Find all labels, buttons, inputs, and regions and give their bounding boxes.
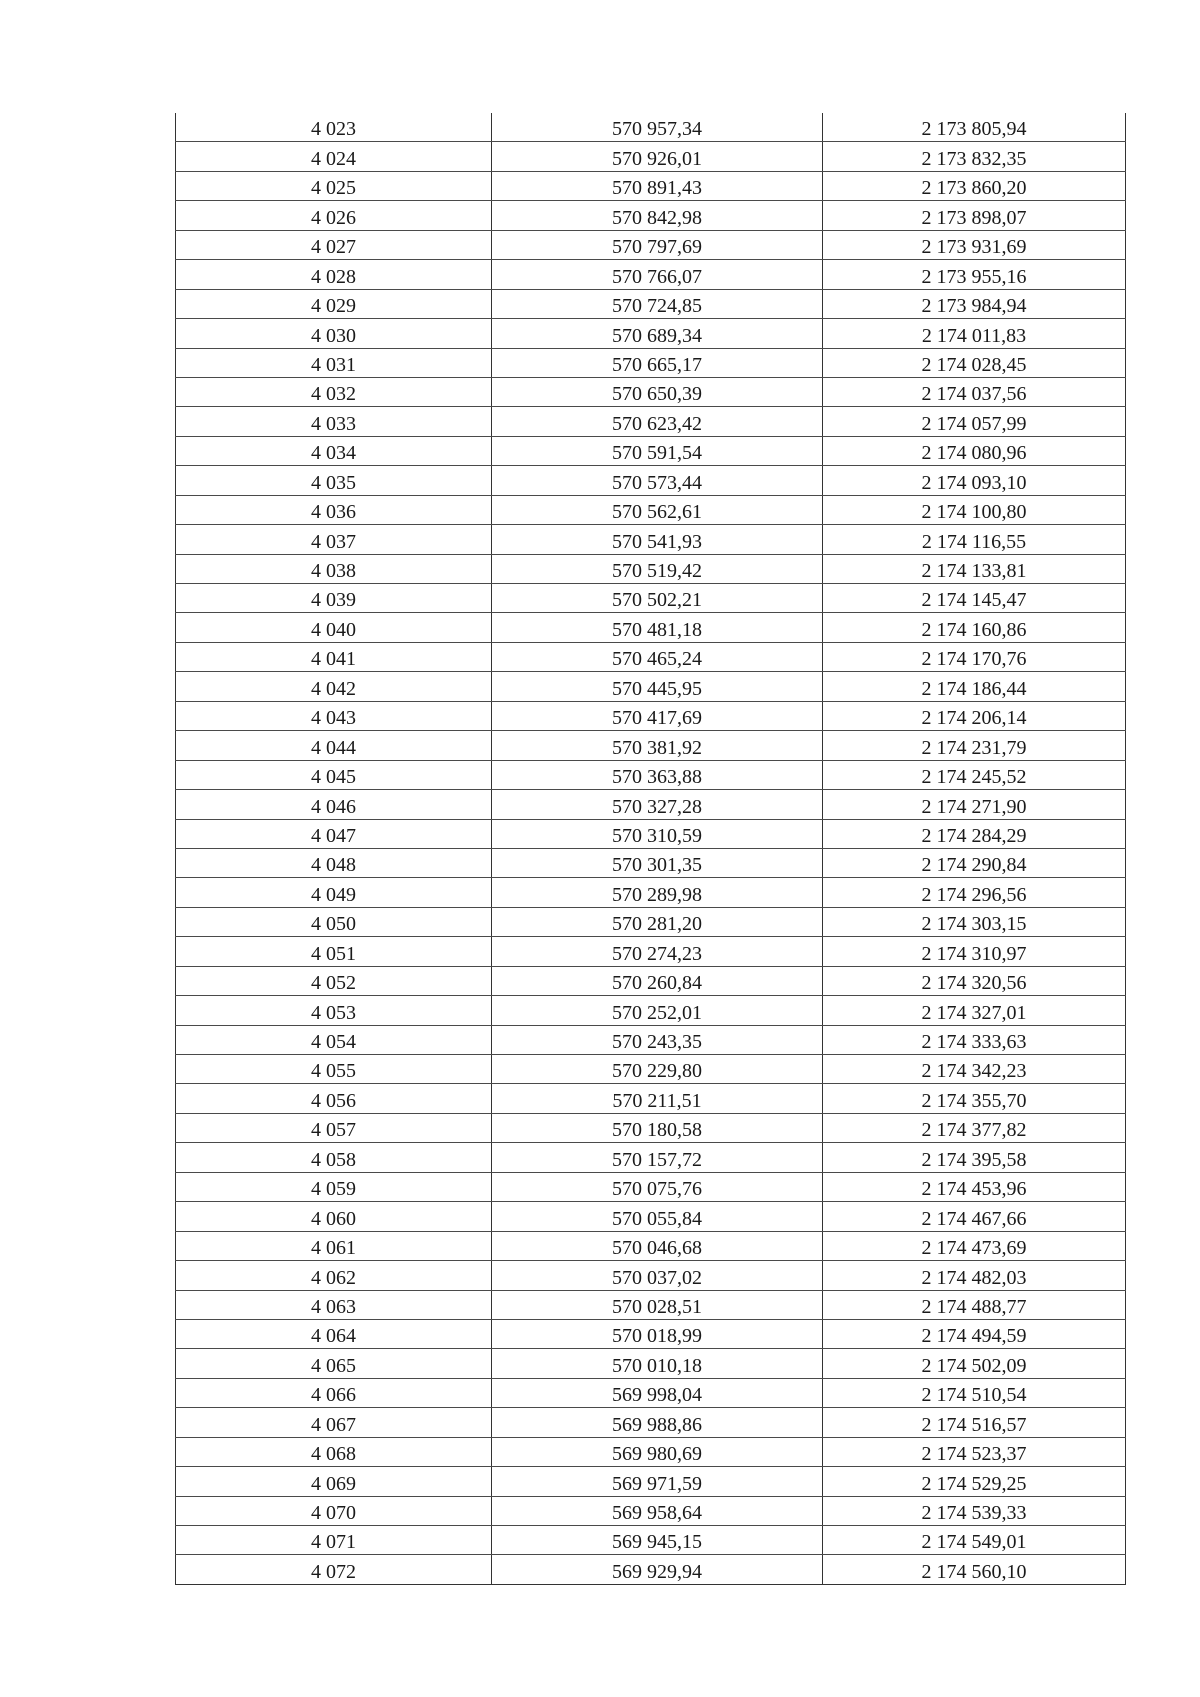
point-number-cell: 4 036: [176, 495, 492, 524]
y-coordinate-cell: 2 173 955,16: [823, 260, 1126, 289]
x-coordinate-cell: 570 519,42: [492, 554, 823, 583]
point-number-cell: 4 052: [176, 966, 492, 995]
y-coordinate-cell: 2 174 510,54: [823, 1378, 1126, 1407]
y-coordinate-cell: 2 173 805,94: [823, 113, 1126, 142]
table-row: [176, 878, 1126, 907]
table-row: [176, 113, 1126, 142]
table-row: [176, 937, 1126, 966]
point-number-cell: 4 046: [176, 790, 492, 819]
x-coordinate-cell: 569 971,59: [492, 1467, 823, 1496]
table-row: [176, 525, 1126, 554]
point-number-cell: 4 054: [176, 1025, 492, 1054]
table-row: [176, 260, 1126, 289]
point-number-cell: 4 030: [176, 319, 492, 348]
point-number-cell: 4 072: [176, 1555, 492, 1584]
point-number-cell: 4 065: [176, 1349, 492, 1378]
y-coordinate-cell: 2 174 100,80: [823, 495, 1126, 524]
y-coordinate-cell: 2 174 170,76: [823, 642, 1126, 671]
point-number-cell: 4 044: [176, 731, 492, 760]
y-coordinate-cell: 2 173 984,94: [823, 289, 1126, 318]
table-row: [176, 466, 1126, 495]
y-coordinate-cell: 2 174 327,01: [823, 996, 1126, 1025]
table-row: [176, 554, 1126, 583]
y-coordinate-cell: 2 174 310,97: [823, 937, 1126, 966]
x-coordinate-cell: 570 229,80: [492, 1055, 823, 1084]
x-coordinate-cell: 570 665,17: [492, 348, 823, 377]
table-row: [176, 731, 1126, 760]
x-coordinate-cell: 570 018,99: [492, 1319, 823, 1348]
point-number-cell: 4 061: [176, 1231, 492, 1260]
y-coordinate-cell: 2 174 093,10: [823, 466, 1126, 495]
point-number-cell: 4 055: [176, 1055, 492, 1084]
x-coordinate-cell: 570 724,85: [492, 289, 823, 318]
table-row: [176, 819, 1126, 848]
table-row: [176, 672, 1126, 701]
table-row: [176, 1055, 1126, 1084]
point-number-cell: 4 071: [176, 1526, 492, 1555]
x-coordinate-cell: 570 502,21: [492, 584, 823, 613]
y-coordinate-cell: 2 174 320,56: [823, 966, 1126, 995]
table-row: [176, 701, 1126, 730]
y-coordinate-cell: 2 174 549,01: [823, 1526, 1126, 1555]
y-coordinate-cell: 2 174 245,52: [823, 760, 1126, 789]
y-coordinate-cell: 2 174 502,09: [823, 1349, 1126, 1378]
point-number-cell: 4 060: [176, 1202, 492, 1231]
y-coordinate-cell: 2 174 057,99: [823, 407, 1126, 436]
table-row: [176, 790, 1126, 819]
x-coordinate-cell: 569 980,69: [492, 1437, 823, 1466]
x-coordinate-cell: 570 157,72: [492, 1143, 823, 1172]
y-coordinate-cell: 2 174 011,83: [823, 319, 1126, 348]
x-coordinate-cell: 570 541,93: [492, 525, 823, 554]
table-row: [176, 407, 1126, 436]
x-coordinate-cell: 570 650,39: [492, 377, 823, 406]
table-row: [176, 1261, 1126, 1290]
table-row: [176, 907, 1126, 936]
y-coordinate-cell: 2 174 516,57: [823, 1408, 1126, 1437]
point-number-cell: 4 068: [176, 1437, 492, 1466]
y-coordinate-cell: 2 174 342,23: [823, 1055, 1126, 1084]
table-row: [176, 613, 1126, 642]
y-coordinate-cell: 2 173 898,07: [823, 201, 1126, 230]
point-number-cell: 4 042: [176, 672, 492, 701]
x-coordinate-cell: 570 689,34: [492, 319, 823, 348]
table-row: [176, 1113, 1126, 1142]
y-coordinate-cell: 2 174 206,14: [823, 701, 1126, 730]
x-coordinate-cell: 570 010,18: [492, 1349, 823, 1378]
point-number-cell: 4 025: [176, 171, 492, 200]
y-coordinate-cell: 2 174 355,70: [823, 1084, 1126, 1113]
x-coordinate-cell: 570 381,92: [492, 731, 823, 760]
x-coordinate-cell: 570 281,20: [492, 907, 823, 936]
x-coordinate-cell: 570 180,58: [492, 1113, 823, 1142]
point-number-cell: 4 066: [176, 1378, 492, 1407]
x-coordinate-cell: 570 028,51: [492, 1290, 823, 1319]
table-row: [176, 377, 1126, 406]
y-coordinate-cell: 2 174 303,15: [823, 907, 1126, 936]
coordinates-table: [175, 113, 1126, 1585]
y-coordinate-cell: 2 173 860,20: [823, 171, 1126, 200]
y-coordinate-cell: 2 174 037,56: [823, 377, 1126, 406]
table-row: [176, 760, 1126, 789]
point-number-cell: 4 051: [176, 937, 492, 966]
x-coordinate-cell: 570 046,68: [492, 1231, 823, 1260]
x-coordinate-cell: 570 573,44: [492, 466, 823, 495]
x-coordinate-cell: 570 243,35: [492, 1025, 823, 1054]
point-number-cell: 4 045: [176, 760, 492, 789]
x-coordinate-cell: 570 037,02: [492, 1261, 823, 1290]
coordinates-table-body: [176, 113, 1126, 1584]
table-row: [176, 1467, 1126, 1496]
y-coordinate-cell: 2 174 482,03: [823, 1261, 1126, 1290]
x-coordinate-cell: 570 623,42: [492, 407, 823, 436]
y-coordinate-cell: 2 174 473,69: [823, 1231, 1126, 1260]
x-coordinate-cell: 570 301,35: [492, 848, 823, 877]
x-coordinate-cell: 569 958,64: [492, 1496, 823, 1525]
y-coordinate-cell: 2 174 333,63: [823, 1025, 1126, 1054]
point-number-cell: 4 035: [176, 466, 492, 495]
point-number-cell: 4 037: [176, 525, 492, 554]
x-coordinate-cell: 569 945,15: [492, 1526, 823, 1555]
table-row: [176, 142, 1126, 171]
x-coordinate-cell: 570 481,18: [492, 613, 823, 642]
x-coordinate-cell: 570 417,69: [492, 701, 823, 730]
y-coordinate-cell: 2 173 931,69: [823, 230, 1126, 259]
point-number-cell: 4 039: [176, 584, 492, 613]
table-row: [176, 1172, 1126, 1201]
point-number-cell: 4 031: [176, 348, 492, 377]
table-row: [176, 201, 1126, 230]
y-coordinate-cell: 2 174 395,58: [823, 1143, 1126, 1172]
point-number-cell: 4 034: [176, 436, 492, 465]
y-coordinate-cell: 2 174 539,33: [823, 1496, 1126, 1525]
point-number-cell: 4 033: [176, 407, 492, 436]
table-row: [176, 966, 1126, 995]
x-coordinate-cell: 569 929,94: [492, 1555, 823, 1584]
table-row: [176, 1202, 1126, 1231]
y-coordinate-cell: 2 174 377,82: [823, 1113, 1126, 1142]
x-coordinate-cell: 570 797,69: [492, 230, 823, 259]
point-number-cell: 4 026: [176, 201, 492, 230]
x-coordinate-cell: 570 465,24: [492, 642, 823, 671]
x-coordinate-cell: 570 562,61: [492, 495, 823, 524]
x-coordinate-cell: 570 926,01: [492, 142, 823, 171]
y-coordinate-cell: 2 174 467,66: [823, 1202, 1126, 1231]
x-coordinate-cell: 569 988,86: [492, 1408, 823, 1437]
point-number-cell: 4 067: [176, 1408, 492, 1437]
table-row: [176, 495, 1126, 524]
y-coordinate-cell: 2 174 028,45: [823, 348, 1126, 377]
table-row: [176, 584, 1126, 613]
y-coordinate-cell: 2 174 145,47: [823, 584, 1126, 613]
y-coordinate-cell: 2 173 832,35: [823, 142, 1126, 171]
table-row: [176, 436, 1126, 465]
x-coordinate-cell: 570 211,51: [492, 1084, 823, 1113]
table-row: [176, 1349, 1126, 1378]
x-coordinate-cell: 570 363,88: [492, 760, 823, 789]
point-number-cell: 4 070: [176, 1496, 492, 1525]
y-coordinate-cell: 2 174 488,77: [823, 1290, 1126, 1319]
y-coordinate-cell: 2 174 560,10: [823, 1555, 1126, 1584]
point-number-cell: 4 069: [176, 1467, 492, 1496]
point-number-cell: 4 053: [176, 996, 492, 1025]
point-number-cell: 4 038: [176, 554, 492, 583]
table-row: [176, 289, 1126, 318]
table-row: [176, 642, 1126, 671]
point-number-cell: 4 058: [176, 1143, 492, 1172]
x-coordinate-cell: 570 310,59: [492, 819, 823, 848]
table-row: [176, 1496, 1126, 1525]
x-coordinate-cell: 570 957,34: [492, 113, 823, 142]
point-number-cell: 4 040: [176, 613, 492, 642]
y-coordinate-cell: 2 174 290,84: [823, 848, 1126, 877]
point-number-cell: 4 064: [176, 1319, 492, 1348]
point-number-cell: 4 057: [176, 1113, 492, 1142]
x-coordinate-cell: 570 289,98: [492, 878, 823, 907]
table-row: [176, 1319, 1126, 1348]
x-coordinate-cell: 570 591,54: [492, 436, 823, 465]
table-row: [176, 1555, 1126, 1584]
point-number-cell: 4 024: [176, 142, 492, 171]
x-coordinate-cell: 570 075,76: [492, 1172, 823, 1201]
x-coordinate-cell: 570 445,95: [492, 672, 823, 701]
point-number-cell: 4 050: [176, 907, 492, 936]
table-row: [176, 230, 1126, 259]
x-coordinate-cell: 569 998,04: [492, 1378, 823, 1407]
x-coordinate-cell: 570 842,98: [492, 201, 823, 230]
point-number-cell: 4 062: [176, 1261, 492, 1290]
y-coordinate-cell: 2 174 453,96: [823, 1172, 1126, 1201]
y-coordinate-cell: 2 174 186,44: [823, 672, 1126, 701]
y-coordinate-cell: 2 174 133,81: [823, 554, 1126, 583]
x-coordinate-cell: 570 260,84: [492, 966, 823, 995]
point-number-cell: 4 023: [176, 113, 492, 142]
table-row: [176, 1437, 1126, 1466]
y-coordinate-cell: 2 174 160,86: [823, 613, 1126, 642]
y-coordinate-cell: 2 174 529,25: [823, 1467, 1126, 1496]
point-number-cell: 4 056: [176, 1084, 492, 1113]
table-row: [176, 1378, 1126, 1407]
x-coordinate-cell: 570 274,23: [492, 937, 823, 966]
y-coordinate-cell: 2 174 494,59: [823, 1319, 1126, 1348]
x-coordinate-cell: 570 327,28: [492, 790, 823, 819]
table-row: [176, 1290, 1126, 1319]
table-row: [176, 848, 1126, 877]
table-row: [176, 1143, 1126, 1172]
y-coordinate-cell: 2 174 284,29: [823, 819, 1126, 848]
point-number-cell: 4 028: [176, 260, 492, 289]
y-coordinate-cell: 2 174 271,90: [823, 790, 1126, 819]
y-coordinate-cell: 2 174 296,56: [823, 878, 1126, 907]
point-number-cell: 4 041: [176, 642, 492, 671]
table-row: [176, 1231, 1126, 1260]
y-coordinate-cell: 2 174 116,55: [823, 525, 1126, 554]
table-row: [176, 1084, 1126, 1113]
point-number-cell: 4 063: [176, 1290, 492, 1319]
point-number-cell: 4 032: [176, 377, 492, 406]
point-number-cell: 4 059: [176, 1172, 492, 1201]
point-number-cell: 4 027: [176, 230, 492, 259]
table-row: [176, 1526, 1126, 1555]
table-row: [176, 171, 1126, 200]
point-number-cell: 4 049: [176, 878, 492, 907]
x-coordinate-cell: 570 252,01: [492, 996, 823, 1025]
point-number-cell: 4 043: [176, 701, 492, 730]
table-row: [176, 1025, 1126, 1054]
point-number-cell: 4 047: [176, 819, 492, 848]
table-row: [176, 996, 1126, 1025]
table-row: [176, 348, 1126, 377]
table-row: [176, 319, 1126, 348]
y-coordinate-cell: 2 174 523,37: [823, 1437, 1126, 1466]
x-coordinate-cell: 570 766,07: [492, 260, 823, 289]
x-coordinate-cell: 570 055,84: [492, 1202, 823, 1231]
x-coordinate-cell: 570 891,43: [492, 171, 823, 200]
point-number-cell: 4 029: [176, 289, 492, 318]
table-row: [176, 1408, 1126, 1437]
point-number-cell: 4 048: [176, 848, 492, 877]
y-coordinate-cell: 2 174 080,96: [823, 436, 1126, 465]
y-coordinate-cell: 2 174 231,79: [823, 731, 1126, 760]
